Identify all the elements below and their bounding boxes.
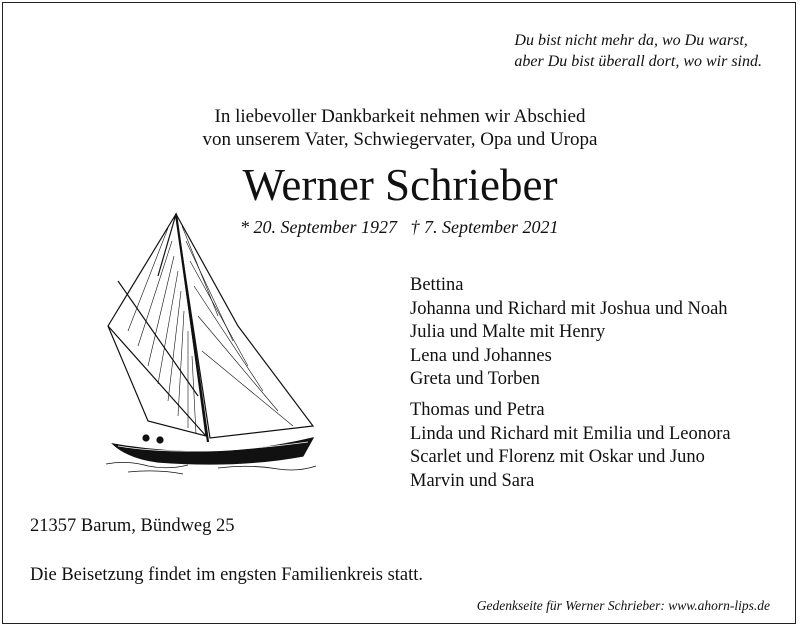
mourner-address: 21357 Barum, Bündweg 25: [30, 516, 235, 536]
family-entry: Johanna und Richard mit Joshua und Noah: [410, 298, 728, 319]
quote-line-1: Du bist nicht mehr da, wo Du warst,: [514, 32, 748, 49]
family-entry: Bettina: [410, 275, 464, 295]
intro-line-1: In liebevoller Dankbarkeit nehmen wir Abschied: [214, 106, 586, 127]
family-group-1: [410, 274, 728, 392]
deceased-name: Werner Schrieber: [242, 160, 558, 210]
family-entry: Greta und Torben: [410, 369, 540, 389]
memorial-page-link[interactable]: Gedenkseite für Werner Schrieber: www.ahorn-lips.de: [476, 598, 770, 613]
family-entry: Julia und Malte mit Henry: [410, 322, 606, 342]
sailboat-illustration: [88, 206, 323, 476]
burial-note: Die Beisetzung findet im engsten Familienkreis statt.: [30, 565, 424, 585]
life-dates: * 20. September 1927 † 7. September 2021: [240, 217, 559, 237]
family-entry: Linda und Richard mit Emilia und Leonora: [410, 423, 731, 444]
family-group-2: [410, 399, 731, 493]
family-entry: Marvin und Sara: [410, 470, 535, 491]
intro-line-2: von unserem Vater, Schwiegervater, Opa und Uropa: [202, 129, 598, 150]
family-entry: Lena und Johannes: [410, 345, 552, 366]
quote-line-2: aber Du bist überall dort, wo wir sind.: [514, 53, 762, 70]
family-entry: Thomas und Petra: [410, 400, 545, 420]
intro-text: [0, 105, 800, 151]
memorial-quote: [514, 30, 762, 72]
family-entry: Scarlet und Florenz mit Oskar und Juno: [410, 447, 705, 467]
